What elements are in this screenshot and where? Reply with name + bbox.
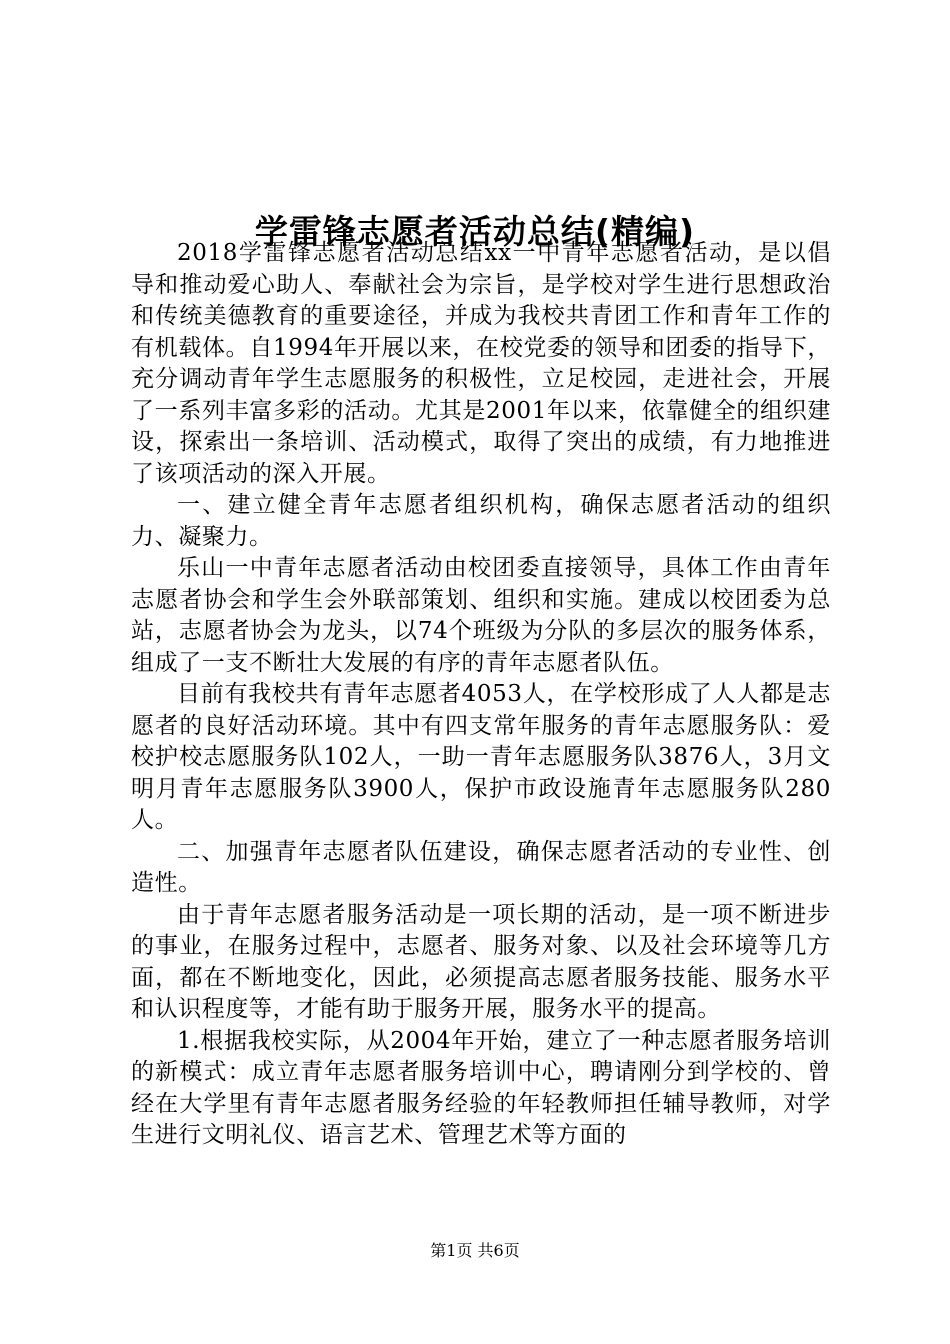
page-title: 学雷锋志愿者活动总结(精编)	[254, 212, 696, 252]
section-heading-1: 一、建立健全青年志愿者组织机构，确保志愿者活动的组织力、凝聚力。	[131, 492, 831, 550]
paragraph-volunteer-count: 目前有我校共有青年志愿者4053人，在学校形成了人人都是志愿者的良好活动环境。其中有四支常年服务的青年志愿服务队：爱校护校志愿服务队102人，一助一青年志愿服务队3876人，3月文明月青年志愿服务队3900人，保护市政设施青年志愿服务队280人。	[131, 681, 831, 833]
paragraph-training-model: 1.根据我校实际，从2004年开始，建立了一种志愿者服务培训的新模式：成立青年志愿者服务培训中心，聘请刚分到学校的、曾经在大学里有青年志愿者服务经验的年轻教师担任辅导教师，对学生进行文明礼仪、语言艺术、管理艺术等方面的	[131, 1027, 831, 1148]
section-heading-2: 二、加强青年志愿者队伍建设，确保志愿者活动的专业性、创造性。	[131, 838, 831, 896]
paragraph-training-need: 由于青年志愿者服务活动是一项长期的活动，是一项不断进步的事业，在服务过程中，志愿者、服务对象、以及社会环境等几方面，都在不断地变化，因此，必须提高志愿者服务技能、服务水平和认识程度等，才能有助于服务开展，服务水平的提高。	[131, 901, 831, 1022]
document-body	[131, 238, 831, 1152]
paragraph-organization: 乐山一中青年志愿者活动由校团委直接领导，具体工作由青年志愿者协会和学生会外联部策划、组织和实施。建成以校团委为总站，志愿者协会为龙头，以74个班级为分队的多层次的服务体系，组成了一支不断壮大发展的有序的青年志愿者队伍。	[131, 555, 831, 676]
paragraph-intro: 2018学雷锋志愿者活动总结xx一中青年志愿者活动，是以倡导和推动爱心助人、奉献社会为宗旨，是学校对学生进行思想政治和传统美德教育的重要途径，并成为我校共青团工作和青年工作的有机载体。自1994年开展以来，在校党委的领导和团委的指导下，充分调动青年学生志愿服务的积极性，立足校园，走进社会，开展了一系列丰富多彩的活动。尤其是2001年以来，依靠健全的组织建设，探索出一条培训、活动模式，取得了突出的成绩，有力地推进了该项活动的深入开展。	[131, 240, 831, 487]
page-number-footer: 第1页 共6页	[430, 1241, 520, 1260]
